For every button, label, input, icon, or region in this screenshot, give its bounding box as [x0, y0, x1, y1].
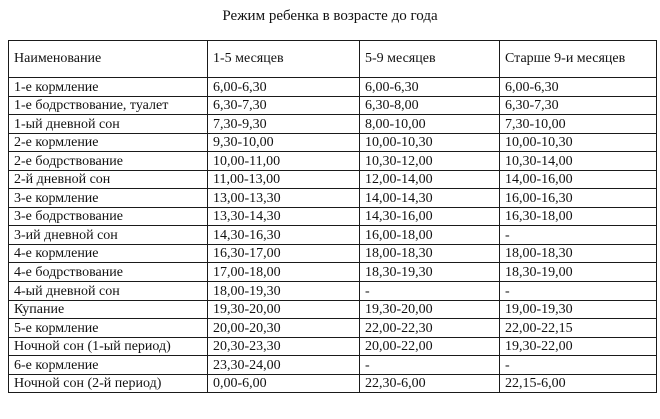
time-cell-1-5: 16,30-17,00	[208, 244, 360, 263]
time-cell-1-5: 11,00-13,00	[208, 170, 360, 189]
activity-cell: Ночной сон (1-ый период)	[9, 337, 208, 356]
table-row	[9, 319, 657, 338]
activity-cell: 3-е кормление	[9, 189, 208, 208]
time-cell-1-5: 23,30-24,00	[208, 356, 360, 375]
time-cell-9plus: 18,00-18,30	[500, 244, 657, 263]
time-cell-5-9: 6,30-8,00	[360, 96, 500, 115]
time-cell-5-9: -	[360, 356, 500, 375]
time-cell-1-5: 13,00-13,30	[208, 189, 360, 208]
time-cell-9plus: 10,00-10,30	[500, 133, 657, 152]
time-cell-5-9: 10,30-12,00	[360, 152, 500, 171]
time-cell-9plus: 6,00-6,30	[500, 78, 657, 97]
time-cell-1-5: 0,00-6,00	[208, 374, 360, 393]
table-row	[9, 207, 657, 226]
table-row	[9, 78, 657, 97]
time-cell-1-5: 14,30-16,30	[208, 226, 360, 245]
table-row	[9, 337, 657, 356]
activity-cell: 2-е кормление	[9, 133, 208, 152]
table-row	[9, 226, 657, 245]
time-cell-9plus: 14,00-16,00	[500, 170, 657, 189]
time-cell-1-5: 13,30-14,30	[208, 207, 360, 226]
table-row	[9, 115, 657, 134]
time-cell-5-9: 18,30-19,30	[360, 263, 500, 282]
activity-cell: 1-ый дневной сон	[9, 115, 208, 134]
time-cell-1-5: 9,30-10,00	[208, 133, 360, 152]
time-cell-1-5: 18,00-19,30	[208, 282, 360, 301]
time-cell-5-9: 19,30-20,00	[360, 300, 500, 319]
time-cell-9plus: 16,30-18,00	[500, 207, 657, 226]
time-cell-1-5: 17,00-18,00	[208, 263, 360, 282]
time-cell-5-9: 20,00-22,00	[360, 337, 500, 356]
time-cell-1-5: 20,00-20,30	[208, 319, 360, 338]
time-cell-5-9: -	[360, 282, 500, 301]
activity-cell: 6-е кормление	[9, 356, 208, 375]
time-cell-1-5: 19,30-20,00	[208, 300, 360, 319]
header-5-9-months: 5-9 месяцев	[360, 41, 500, 78]
activity-cell: 5-е кормление	[9, 319, 208, 338]
time-cell-5-9: 18,00-18,30	[360, 244, 500, 263]
time-cell-9plus: -	[500, 282, 657, 301]
activity-cell: 1-е кормление	[9, 78, 208, 97]
activity-cell: 3-ий дневной сон	[9, 226, 208, 245]
time-cell-5-9: 8,00-10,00	[360, 115, 500, 134]
header-1-5-months: 1-5 месяцев	[208, 41, 360, 78]
table-row	[9, 170, 657, 189]
time-cell-1-5: 6,00-6,30	[208, 78, 360, 97]
time-cell-1-5: 6,30-7,30	[208, 96, 360, 115]
time-cell-5-9: 14,30-16,00	[360, 207, 500, 226]
time-cell-9plus: 19,30-22,00	[500, 337, 657, 356]
time-cell-5-9: 16,00-18,00	[360, 226, 500, 245]
time-cell-5-9: 14,00-14,30	[360, 189, 500, 208]
table-row	[9, 152, 657, 171]
time-cell-9plus: -	[500, 226, 657, 245]
time-cell-5-9: 22,30-6,00	[360, 374, 500, 393]
time-cell-5-9: 22,00-22,30	[360, 319, 500, 338]
table-row	[9, 300, 657, 319]
header-name: Наименование	[9, 41, 208, 78]
table-header-row	[9, 41, 657, 78]
time-cell-9plus: 19,00-19,30	[500, 300, 657, 319]
time-cell-9plus: 16,00-16,30	[500, 189, 657, 208]
time-cell-1-5: 7,30-9,30	[208, 115, 360, 134]
time-cell-9plus: 22,00-22,15	[500, 319, 657, 338]
time-cell-5-9: 6,00-6,30	[360, 78, 500, 97]
table-row	[9, 244, 657, 263]
time-cell-5-9: 12,00-14,00	[360, 170, 500, 189]
table-row	[9, 96, 657, 115]
activity-cell: 2-е бодрствование	[9, 152, 208, 171]
time-cell-9plus: 18,30-19,00	[500, 263, 657, 282]
activity-cell: 3-е бодрствование	[9, 207, 208, 226]
activity-cell: Купание	[9, 300, 208, 319]
time-cell-1-5: 10,00-11,00	[208, 152, 360, 171]
schedule-table	[8, 40, 657, 393]
activity-cell: 4-е кормление	[9, 244, 208, 263]
table-row	[9, 189, 657, 208]
time-cell-1-5: 20,30-23,30	[208, 337, 360, 356]
table-row	[9, 374, 657, 393]
table-row	[9, 133, 657, 152]
table-row	[9, 263, 657, 282]
time-cell-9plus: 6,30-7,30	[500, 96, 657, 115]
activity-cell: 4-ый дневной сон	[9, 282, 208, 301]
page-title: Режим ребенка в возрасте до года	[222, 8, 438, 24]
time-cell-9plus: 10,30-14,00	[500, 152, 657, 171]
time-cell-9plus: -	[500, 356, 657, 375]
time-cell-5-9: 10,00-10,30	[360, 133, 500, 152]
table-row	[9, 282, 657, 301]
activity-cell: 1-е бодрствование, туалет	[9, 96, 208, 115]
activity-cell: Ночной сон (2-й период)	[9, 374, 208, 393]
activity-cell: 4-е бодрствование	[9, 263, 208, 282]
time-cell-9plus: 22,15-6,00	[500, 374, 657, 393]
header-over-9-months: Старше 9-и месяцев	[500, 41, 657, 78]
table-row	[9, 356, 657, 375]
activity-cell: 2-й дневной сон	[9, 170, 208, 189]
time-cell-9plus: 7,30-10,00	[500, 115, 657, 134]
